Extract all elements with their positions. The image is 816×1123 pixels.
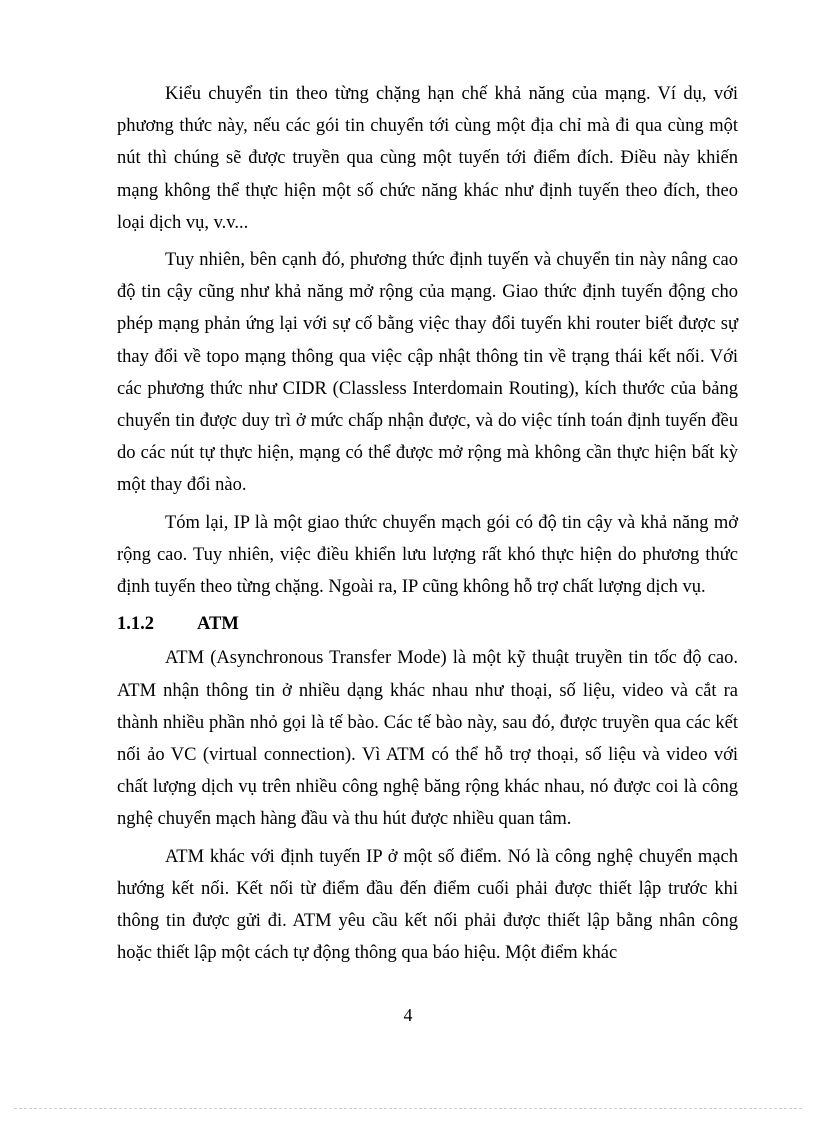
section-heading — [117, 608, 738, 640]
page-bottom-divider — [14, 1108, 802, 1109]
paragraph-hop-by-hop: Kiểu chuyển tin theo từng chặng hạn chế khả năng của mạng. Ví dụ, với phương thức này, nếu các gói tin chuyển tới cùng một địa chỉ mà đi qua cùng một nút thì chúng sẽ được truyền qua cùng một tuyến tới điểm đích. Điều này khiến mạng không thể thực hiện một số chức năng khác như định tuyến theo đích, theo loại dịch vụ, v.v... — [117, 84, 738, 233]
paragraph-atm-vs-ip: ATM khác với định tuyến IP ở một số điểm. Nó là công nghệ chuyển mạch hướng kết nối. Kết nối từ điểm đầu đến điểm cuối phải được thiết lập trước khi thông tin được gửi đi. ATM yêu cầu kết nối phải được thiết lập bằng nhân công hoặc thiết lập một cách tự động thông qua báo hiệu. Một điểm khác — [117, 846, 738, 964]
section-number: 1.1.2 — [117, 614, 154, 635]
page-number: 4 — [403, 1005, 413, 1025]
paragraph-atm-intro: ATM (Asynchronous Transfer Mode) là một kỹ thuật truyền tin tốc độ cao. ATM nhận thông tin ở nhiều dạng khác nhau như thoại, số liệu, video và cắt ra thành nhiều phần nhỏ gọi là tế bào. Các tế bào này, sau đó, được truyền qua các kết nối ảo VC (virtual connection). Vì ATM có thể hỗ trợ thoại, số liệu và video với chất lượng dịch vụ trên nhiều công nghệ băng rộng khác nhau, nó được coi là công nghệ chuyển mạch hàng đầu và thu hút được nhiều quan tâm. — [117, 648, 738, 830]
paragraph-scalability: Tuy nhiên, bên cạnh đó, phương thức định tuyến và chuyển tin này nâng cao độ tin cậy cũng như khả năng mở rộng của mạng. Giao thức định tuyến động cho phép mạng phản ứng lại với sự cố bằng việc thay đổi tuyến khi router biết được sự thay đổi về topo mạng thông qua việc cập nhật thông tin về trạng thái kết nối. Với các phương thức như CIDR (Classless Interdomain Routing), kích thước của bảng chuyển tin được duy trì ở mức chấp nhận được, và do việc tính toán định tuyến đều do các nút tự thực hiện, mạng có thể được mở rộng mà không cần thực hiện bất kỳ một thay đổi nào. — [117, 250, 738, 496]
section-title: ATM — [197, 614, 239, 635]
paragraph-ip-summary: Tóm lại, IP là một giao thức chuyển mạch gói có độ tin cậy và khả năng mở rộng cao. Tuy nhiên, việc điều khiển lưu lượng rất khó thực hiện do phương thức định tuyến theo từng chặng. Ngoài ra, IP cũng không hỗ trợ chất lượng dịch vụ. — [117, 512, 738, 598]
document-page — [117, 78, 738, 974]
